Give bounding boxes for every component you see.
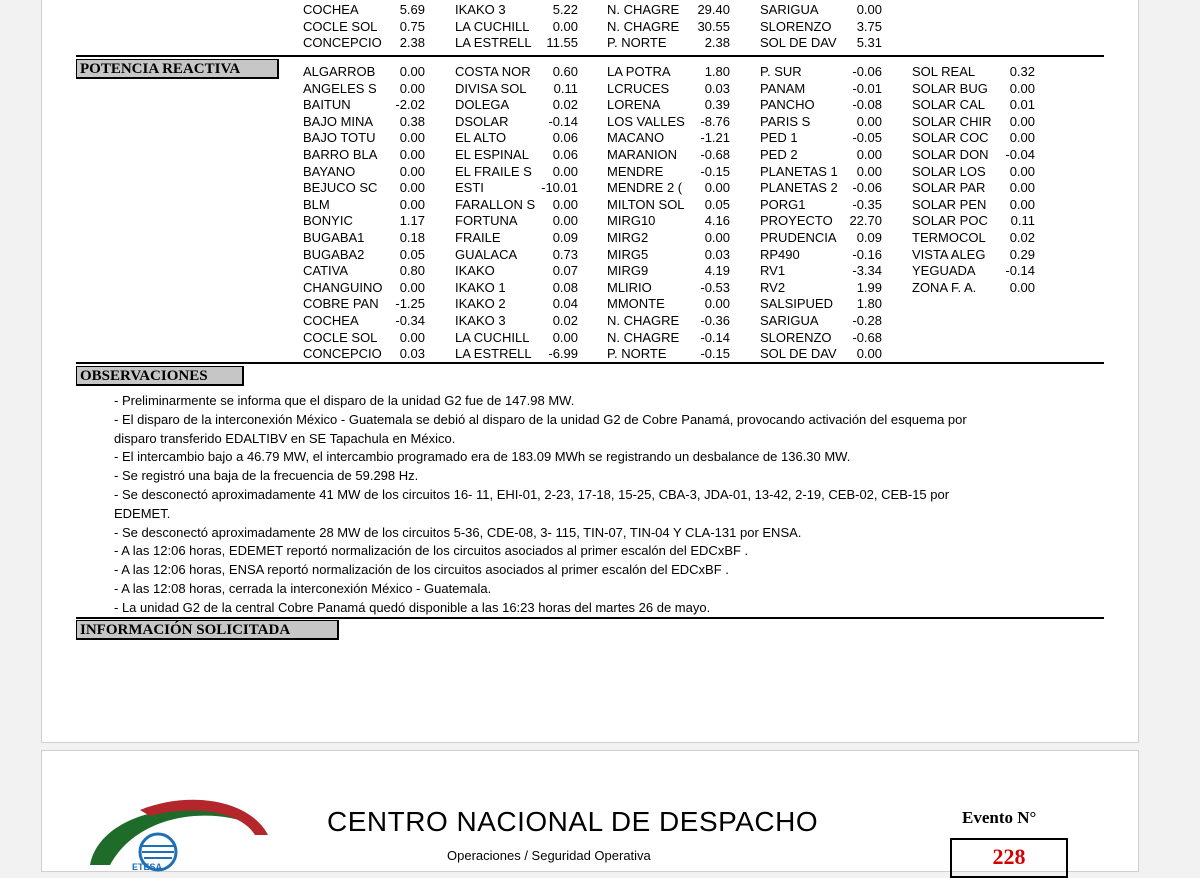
plant-value: 0.02 (1009, 230, 1035, 245)
plant-value: 0.03 (399, 346, 425, 362)
plant-name: ESTI (455, 180, 484, 196)
plant-value: 0.00 (704, 230, 730, 245)
plant-name: EL FRAILE S (455, 163, 532, 179)
plant-value: 1.17 (399, 213, 425, 229)
evento-label: Evento N° (962, 808, 1037, 827)
section-divider (76, 362, 1104, 364)
observation-line: - Preliminarmente se informa que el disparo de la unidad G2 fue de 147.98 MW. (114, 393, 575, 408)
plant-name: PED 1 (760, 130, 798, 146)
plant-name: DOLEGA (455, 97, 510, 113)
plant-value: 0.00 (399, 80, 425, 96)
plant-value: 0.00 (399, 196, 425, 212)
plant-name: COBRE PAN (303, 296, 379, 312)
plant-name: CATIVA (303, 263, 349, 279)
plant-value: 0.11 (553, 80, 578, 96)
observation-line: - El disparo de la interconexión México - Guatemala se debió al disparo de la unidad G2 de Cobre Panamá, provocando activación del esquema por (114, 411, 967, 427)
plant-name: PROYECTO (760, 213, 833, 229)
plant-value: 0.00 (399, 130, 425, 146)
plant-name: LA ESTRELL (455, 346, 532, 362)
plant-name: FRAILE (455, 230, 501, 245)
plant-value: -3.34 (852, 263, 882, 279)
plant-name: BUGABA1 (303, 230, 365, 245)
plant-value: 0.00 (399, 329, 425, 345)
plant-value: 0.75 (399, 18, 425, 34)
plant-value: 0.80 (399, 263, 425, 279)
plant-name: BAYANO (303, 163, 356, 179)
plant-name: BAITUN (303, 97, 351, 113)
plant-value: 29.40 (697, 2, 730, 17)
observation-line: - Se registró una baja de la frecuencia de 59.298 Hz. (114, 468, 419, 484)
plant-value: 0.00 (399, 163, 425, 179)
plant-name: MILTON SOL (607, 196, 685, 212)
observation-line: EDEMET. (114, 505, 171, 521)
plant-value: 0.73 (552, 246, 578, 262)
plant-value: 0.00 (856, 113, 882, 129)
observation-line: - Se desconectó aproximadamente 28 MW de los circuitos 5-36, CDE-08, 3- 115, TIN-07, TIN-04 Y CLA-131 por ENSA. (114, 524, 802, 540)
plant-name: ANGELES S (303, 80, 377, 96)
plant-value: 0.02 (552, 97, 578, 113)
plant-name: COCLE SOL (303, 18, 378, 34)
plant-value: 0.08 (552, 279, 578, 295)
plant-value: 0.00 (399, 180, 425, 196)
plant-name: PLANETAS 1 (760, 163, 838, 179)
plant-name: RV2 (760, 279, 786, 295)
plant-value: 0.38 (399, 113, 425, 129)
plant-value: -2.02 (395, 97, 425, 113)
plant-name: MARANION (607, 147, 678, 162)
plant-name: YEGUADA (912, 263, 976, 279)
plant-name: PED 2 (760, 147, 798, 162)
plant-name: DSOLAR (455, 113, 509, 129)
plant-name: SOLAR PAR (912, 180, 986, 196)
plant-value: 1.80 (704, 64, 730, 79)
plant-value: -0.68 (700, 147, 730, 162)
plant-value: 0.60 (552, 64, 578, 79)
plant-name: MIRG10 (607, 213, 656, 229)
plant-value: 0.00 (856, 163, 882, 179)
plant-name: SOLAR CAL (912, 97, 985, 113)
plant-value: 0.18 (399, 230, 425, 245)
plant-value: -6.99 (548, 346, 578, 362)
plant-value: -0.36 (700, 313, 730, 328)
plant-value: 0.00 (552, 213, 578, 229)
plant-value: 0.03 (704, 246, 730, 262)
plant-name: N. CHAGRE (607, 329, 680, 345)
plant-value: 0.00 (552, 329, 578, 345)
plant-value: -0.53 (700, 279, 730, 295)
plant-name: SALSIPUED (760, 296, 833, 312)
observation-line: - A las 12:06 horas, EDEMET reportó normalización de los circuitos asociados al primer escalón del EDCxBF . (114, 543, 749, 559)
company-title: CENTRO NACIONAL DE DESPACHO (327, 806, 819, 837)
plant-name: CONCEPCIO (303, 346, 382, 362)
plant-value: -10.01 (541, 180, 578, 196)
plant-value: 0.04 (552, 296, 578, 312)
plant-name: MENDRE (607, 163, 664, 179)
plant-value: -0.68 (852, 329, 882, 345)
company-subtitle: Operaciones / Seguridad Operativa (447, 848, 651, 863)
plant-value: 0.00 (856, 346, 882, 362)
section-label-potencia-reactiva: POTENCIA REACTIVA (76, 59, 279, 79)
plant-name: LOS VALLES (607, 113, 685, 129)
plant-name: DIVISA SOL (455, 80, 527, 96)
plant-name: MIRG2 (607, 230, 649, 245)
plant-name: SOLAR LOS (912, 163, 986, 179)
plant-name: LCRUCES (607, 80, 670, 96)
plant-value: -0.35 (852, 196, 882, 212)
plant-value: 0.06 (552, 147, 578, 162)
plant-value: 0.02 (552, 313, 578, 328)
plant-value: -0.28 (852, 313, 882, 328)
plant-value: 0.03 (704, 80, 730, 96)
plant-value: 0.00 (856, 2, 882, 17)
etesa-logo (80, 790, 270, 870)
plant-name: IKAKO 2 (455, 296, 506, 312)
plant-value: 0.00 (1009, 163, 1035, 179)
plant-name: GUALACA (455, 246, 518, 262)
plant-name: EL ESPINAL (455, 147, 529, 162)
plant-value: 0.00 (399, 147, 425, 162)
observation-line: - La unidad G2 de la central Cobre Panamá quedó disponible a las 16:23 horas del martes 26 de mayo. (114, 599, 711, 615)
plant-name: P. SUR (760, 64, 802, 79)
plant-name: ALGARROB (303, 64, 376, 79)
plant-name: PANCHO (760, 97, 815, 113)
plant-name: LA CUCHILL (455, 329, 530, 345)
plant-value: -0.14 (548, 113, 578, 129)
plant-name: SOL DE DAV (760, 35, 837, 51)
plant-name: COCHEA (303, 313, 359, 328)
plant-name: SLORENZO (760, 18, 832, 34)
plant-value: 0.00 (552, 163, 578, 179)
plant-name: BUGABA2 (303, 246, 365, 262)
plant-value: 22.70 (849, 213, 882, 229)
plant-value: 0.00 (704, 180, 730, 196)
section-label-observaciones: OBSERVACIONES (76, 366, 244, 386)
evento-number-box (950, 838, 1068, 878)
plant-name: TERMOCOL (912, 230, 986, 245)
plant-value: -0.08 (852, 97, 882, 113)
plant-value: -0.16 (852, 246, 882, 262)
plant-value: -1.21 (700, 130, 730, 146)
plant-name: SARIGUA (760, 2, 819, 17)
plant-name: LA POTRA (607, 64, 671, 79)
plant-name: VISTA ALEG (912, 246, 986, 262)
plant-value: 2.38 (399, 35, 425, 51)
section-divider (76, 55, 1104, 57)
observation-line: - El intercambio bajo a 46.79 MW, el intercambio programado era de 183.09 MWh se registrando un desbalance de 136.30 MW. (114, 449, 851, 465)
plant-name: COCLE SOL (303, 329, 378, 345)
plant-value: 30.55 (697, 18, 730, 34)
plant-value: 5.69 (399, 2, 425, 17)
plant-value: -8.76 (700, 113, 730, 129)
plant-value: -0.06 (852, 180, 882, 196)
plant-name: IKAKO 3 (455, 313, 506, 328)
plant-value: -0.01 (852, 80, 882, 96)
plant-value: 3.75 (856, 18, 882, 34)
plant-name: PANAM (760, 80, 806, 96)
plant-name: SOL DE DAV (760, 346, 837, 362)
plant-name: EL ALTO (455, 130, 507, 146)
plant-value: 4.19 (704, 263, 730, 279)
plant-name: SOLAR DON (912, 147, 989, 162)
plant-name: MIRG9 (607, 263, 649, 279)
plant-value: 4.16 (704, 213, 730, 229)
plant-name: SOLAR CHIR (912, 113, 992, 129)
plant-value: 0.00 (1009, 196, 1035, 212)
plant-value: 0.11 (1010, 213, 1035, 229)
plant-value: 2.38 (704, 35, 730, 51)
plant-value: 0.39 (704, 97, 730, 113)
plant-name: SARIGUA (760, 313, 819, 328)
plant-value: 1.80 (856, 296, 882, 312)
plant-name: N. CHAGRE (607, 2, 680, 17)
plant-value: 0.00 (1009, 130, 1035, 146)
plant-name: BARRO BLA (303, 147, 378, 162)
plant-name: MLIRIO (607, 279, 652, 295)
plant-name: SOL REAL (912, 64, 976, 79)
plant-value: 0.00 (704, 296, 730, 312)
plant-value: 0.32 (1009, 64, 1035, 79)
plant-name: MMONTE (607, 296, 665, 312)
plant-value: -0.06 (852, 64, 882, 79)
plant-value: 0.09 (552, 230, 578, 245)
observaciones-list (114, 392, 1014, 618)
plant-name: P. NORTE (607, 346, 667, 362)
plant-name: PRUDENCIA (760, 230, 837, 245)
plant-name: SOLAR COC (912, 130, 989, 146)
plant-value: 0.06 (552, 130, 578, 146)
plant-name: IKAKO (455, 263, 495, 279)
plant-name: CHANGUINO (303, 279, 383, 295)
logo-text: ETESA (132, 862, 163, 872)
plant-value: 0.00 (1009, 180, 1035, 196)
plant-name: IKAKO 3 (455, 2, 506, 17)
observation-line: - A las 12:08 horas, cerrada la interconexión México - Guatemala. (114, 580, 492, 596)
plant-name: SOLAR PEN (912, 196, 987, 212)
plant-name: IKAKO 1 (455, 279, 506, 295)
plant-name: BAJO MINA (303, 113, 374, 129)
plant-value: 0.00 (856, 147, 882, 162)
plant-value: 0.07 (552, 263, 578, 279)
plant-name: BONYIC (303, 213, 353, 229)
plant-name: PARIS S (760, 113, 811, 129)
plant-name: CONCEPCIO (303, 35, 382, 51)
plant-value: 0.00 (552, 18, 578, 34)
plant-name: FORTUNA (455, 213, 518, 229)
plant-value: 0.00 (552, 196, 578, 212)
plant-value: 0.05 (704, 196, 730, 212)
plant-name: RP490 (760, 246, 800, 262)
plant-name: BEJUCO SC (303, 180, 378, 196)
plant-name: N. CHAGRE (607, 313, 680, 328)
plant-name: RV1 (760, 263, 786, 279)
observation-line: - Se desconectó aproximadamente 41 MW de los circuitos 16- 11, EHI-01, 2-23, 17-18, 15-25, CBA-3, JDA-01, 13-42, 2-19, CEB-02, CEB-15 por (114, 486, 950, 502)
plant-name: ZONA F. A. (912, 279, 977, 295)
plant-value: -0.04 (1005, 147, 1035, 162)
evento-number: 228 (992, 844, 1026, 869)
section-divider (76, 617, 1104, 619)
plant-value: 0.05 (399, 246, 425, 262)
plant-value: 0.01 (1009, 97, 1035, 113)
plant-name: N. CHAGRE (607, 18, 680, 34)
plant-value: -0.14 (1005, 263, 1035, 279)
plant-value: 0.00 (399, 279, 425, 295)
plant-name: BAJO TOTU (303, 130, 376, 146)
plant-value: -0.15 (700, 346, 730, 362)
plant-name: SLORENZO (760, 329, 832, 345)
plant-value: 0.00 (399, 64, 425, 79)
plant-name: SOLAR POC (912, 213, 988, 229)
section-label-informacion-solicitada: INFORMACIÓN SOLICITADA (76, 620, 339, 640)
plant-name: SOLAR BUG (912, 80, 988, 96)
plant-value: 0.00 (1009, 279, 1035, 295)
plant-name: BLM (303, 196, 330, 212)
plant-name: COSTA NOR (455, 64, 531, 79)
plant-value: 0.00 (1009, 80, 1035, 96)
plant-value: 5.22 (552, 2, 578, 17)
plant-name: FARALLON S (455, 196, 536, 212)
plant-value: 5.31 (856, 35, 882, 51)
plant-name: LORENA (607, 97, 661, 113)
plant-value: -0.15 (700, 163, 730, 179)
plant-value: 0.29 (1009, 246, 1035, 262)
plant-value: -0.05 (852, 130, 882, 146)
plant-value: -1.25 (395, 296, 425, 312)
plant-name: LA CUCHILL (455, 18, 530, 34)
plant-name: MIRG5 (607, 246, 649, 262)
plant-name: LA ESTRELL (455, 35, 532, 51)
plant-name: PLANETAS 2 (760, 180, 838, 196)
plant-value: 0.09 (856, 230, 882, 245)
plant-name: P. NORTE (607, 35, 667, 51)
plant-value: -0.34 (395, 313, 425, 328)
observation-line: - A las 12:06 horas, ENSA reportó normalización de los circuitos asociados al primer escalón del EDCxBF . (114, 562, 729, 578)
plant-name: COCHEA (303, 2, 359, 17)
observation-line: disparo transferido EDALTIBV en SE Tapachula en México. (114, 430, 456, 446)
plant-value: 11.55 (546, 35, 578, 51)
plant-name: PORG1 (760, 196, 806, 212)
plant-value: 0.00 (1009, 113, 1035, 129)
plant-name: MENDRE 2 ( (607, 180, 683, 196)
plant-value: -0.14 (700, 329, 730, 345)
plant-name: MACANO (607, 130, 665, 146)
plant-value: 1.99 (856, 279, 882, 295)
